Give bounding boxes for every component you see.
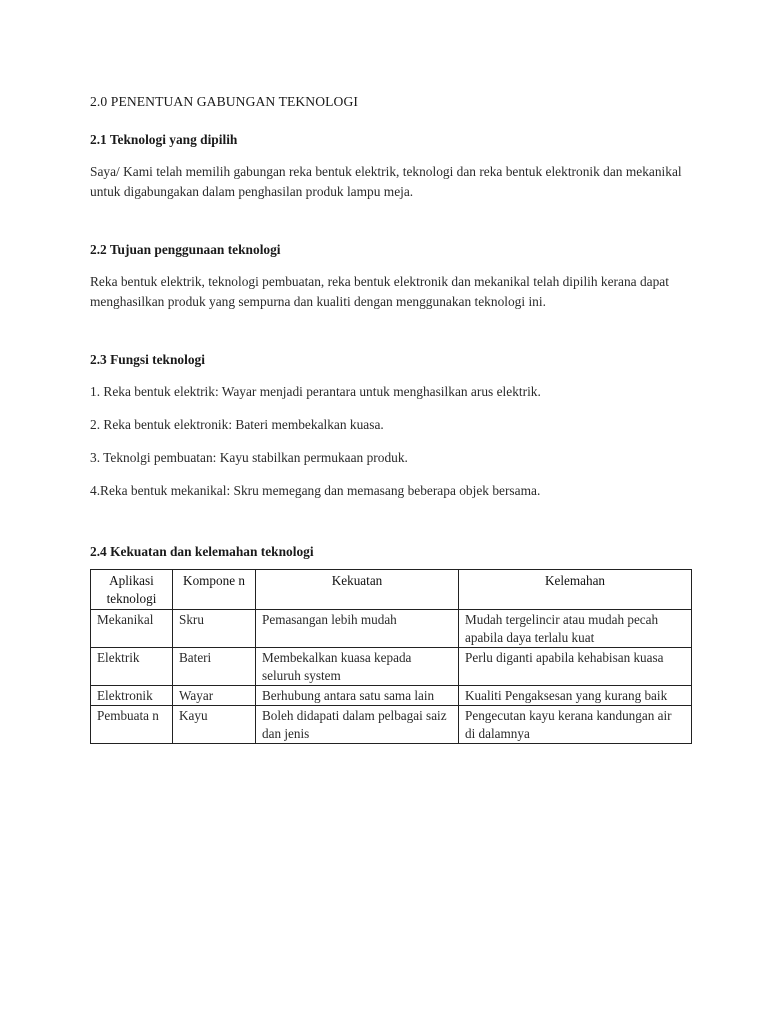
table-row: [91, 706, 692, 744]
paragraph-2-1: Saya/ Kami telah memilih gabungan reka bentuk elektrik, teknologi dan reka bentuk elektronik dan mekanikal untuk digabungakan dalam penghasilan produk lampu meja.: [90, 164, 682, 199]
section-title: 2.0 PENENTUAN GABUNGAN TEKNOLOGI: [90, 94, 359, 109]
cell-aplikasi: Elektronik: [91, 686, 173, 706]
cell-kekuatan: Membekalkan kuasa kepada seluruh system: [256, 648, 459, 686]
header-kelemahan: Kelemahan: [459, 570, 692, 610]
document-page: [90, 92, 692, 744]
cell-kekuatan: Berhubung antara satu sama lain: [256, 686, 459, 706]
table-row: [91, 686, 692, 706]
function-item-3: 3. Teknolgi pembuatan: Kayu stabilkan permukaan produk.: [90, 450, 408, 465]
table-row: [91, 648, 692, 686]
heading-2-3: 2.3 Fungsi teknologi: [90, 352, 205, 367]
cell-aplikasi: Pembuata n: [91, 706, 173, 744]
table-header-row: [91, 570, 692, 610]
function-item-2: 2. Reka bentuk elektronik: Bateri membekalkan kuasa.: [90, 417, 384, 432]
cell-komponen: Wayar: [173, 686, 256, 706]
table-row: [91, 610, 692, 648]
cell-kelemahan: Pengecutan kayu kerana kandungan air di dalamnya: [459, 706, 692, 744]
strength-weakness-table: [90, 569, 692, 744]
heading-2-1: 2.1 Teknologi yang dipilih: [90, 132, 238, 147]
cell-aplikasi: Mekanikal: [91, 610, 173, 648]
cell-kekuatan: Boleh didapati dalam pelbagai saiz dan jenis: [256, 706, 459, 744]
header-aplikasi: Aplikasi teknologi: [91, 570, 173, 610]
cell-kelemahan: Perlu diganti apabila kehabisan kuasa: [459, 648, 692, 686]
function-item-4: 4.Reka bentuk mekanikal: Skru memegang dan memasang beberapa objek bersama.: [90, 483, 541, 498]
heading-2-2: 2.2 Tujuan penggunaan teknologi: [90, 242, 281, 257]
cell-komponen: Bateri: [173, 648, 256, 686]
header-kekuatan: Kekuatan: [256, 570, 459, 610]
paragraph-2-2: Reka bentuk elektrik, teknologi pembuatan, reka bentuk elektronik dan mekanikal telah dipilih kerana dapat menghasilkan produk yang sempurna dan kualiti dengan menggunakan teknologi ini.: [90, 274, 669, 309]
cell-kelemahan: Kualiti Pengaksesan yang kurang baik: [459, 686, 692, 706]
cell-komponen: Kayu: [173, 706, 256, 744]
cell-kekuatan: Pemasangan lebih mudah: [256, 610, 459, 648]
cell-kelemahan: Mudah tergelincir atau mudah pecah apabila daya terlalu kuat: [459, 610, 692, 648]
function-item-1: 1. Reka bentuk elektrik: Wayar menjadi perantara untuk menghasilkan arus elektrik.: [90, 384, 541, 399]
cell-aplikasi: Elektrik: [91, 648, 173, 686]
cell-komponen: Skru: [173, 610, 256, 648]
heading-2-4: 2.4 Kekuatan dan kelemahan teknologi: [90, 544, 314, 559]
header-komponen: Kompone n: [173, 570, 256, 610]
